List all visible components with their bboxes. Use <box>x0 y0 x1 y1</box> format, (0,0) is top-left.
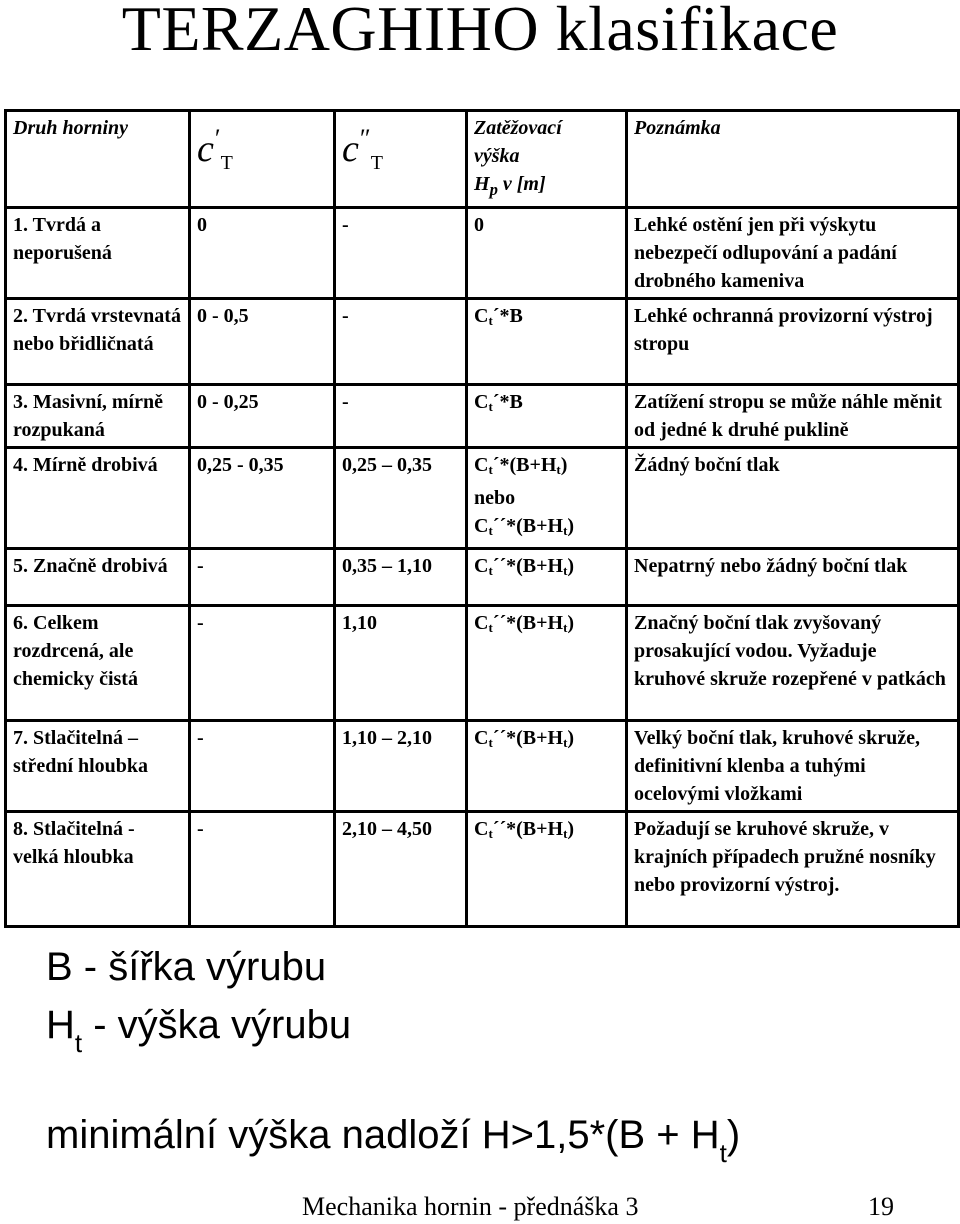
cell-zatezovaci-vyska: $C_t´*(B+H_t)$ nebo $C_t´´*(B+H_t)$ <box>467 448 627 549</box>
cell-c-t-prime: 0 <box>190 208 335 299</box>
slide-title: TERZAGHIHO klasifikace <box>121 0 839 64</box>
cell-c-t-double-prime: 2,10 – 4,50 <box>335 812 467 927</box>
cell-poznamka: Velký boční tlak, kruhové skruže, definitivní klenba a tuhými ocelovými vložkami <box>627 721 959 812</box>
table-row <box>6 299 959 385</box>
cell-zatezovaci-vyska: $C_t´´*(B+H_t)$ <box>467 549 627 606</box>
header-zatezovaci-vyska: Zatěžovací výška $H_p$ v [m] <box>467 111 627 208</box>
cell-druh-horniny: 8. Stlačitelná - velká hloubka <box>6 812 190 927</box>
cell-c-t-double-prime: 0,35 – 1,10 <box>335 549 467 606</box>
cell-druh-horniny: 2. Tvrdá vrstevnatá nebo břidličnatá <box>6 299 190 385</box>
cell-druh-horniny: 4. Mírně drobivá <box>6 448 190 549</box>
cell-poznamka: Žádný boční tlak <box>627 448 959 549</box>
header-poznamka: Poznámka <box>627 111 959 208</box>
cell-zatezovaci-vyska: $C_t´´*(B+H_t)$ <box>467 606 627 721</box>
legend-ht: $H_t$ - výška výrubu <box>46 1003 352 1058</box>
cell-c-t-prime: - <box>190 549 335 606</box>
cell-poznamka: Požadují se kruhové skruže, v krajních případech pružné nosníky nebo provizorní výstroj. <box>627 812 959 927</box>
cell-c-t-prime: - <box>190 721 335 812</box>
cell-druh-horniny: 6. Celkem rozdrcená, ale chemicky čistá <box>6 606 190 721</box>
table-row <box>6 448 959 549</box>
cell-druh-horniny: 5. Značně drobivá <box>6 549 190 606</box>
table-row <box>6 385 959 448</box>
cell-zatezovaci-vyska: 0 <box>467 208 627 299</box>
header-c-t-double-prime: $c''_T$ <box>335 111 467 208</box>
cell-c-t-prime: 0 - 0,5 <box>190 299 335 385</box>
cell-poznamka: Lehké ostění jen při výskytu nebezpečí odlupování a padání drobného kameniva <box>627 208 959 299</box>
table-row <box>6 208 959 299</box>
table-row <box>6 721 959 812</box>
cell-druh-horniny: 3. Masivní, mírně rozpukaná <box>6 385 190 448</box>
cell-zatezovaci-vyska: $C_t´*B$ <box>467 299 627 385</box>
terzaghi-table <box>4 109 960 928</box>
legend-min-nadlozi: minimální výška nadloží $H>1,5*(B + H_t)$ <box>46 1113 741 1168</box>
footer-course: Mechanika hornin - přednáška 3 <box>302 1192 639 1221</box>
cell-c-t-double-prime: - <box>335 208 467 299</box>
cell-c-t-prime: - <box>190 812 335 927</box>
table-row <box>6 549 959 606</box>
cell-druh-horniny: 1. Tvrdá a neporušená <box>6 208 190 299</box>
footer-page-number: 19 <box>868 1192 894 1221</box>
cell-c-t-prime: 0,25 - 0,35 <box>190 448 335 549</box>
cell-c-t-double-prime: 0,25 – 0,35 <box>335 448 467 549</box>
table-row <box>6 606 959 721</box>
cell-c-t-double-prime: 1,10 – 2,10 <box>335 721 467 812</box>
cell-zatezovaci-vyska: $C_t´´*(B+H_t)$ <box>467 721 627 812</box>
cell-c-t-prime: - <box>190 606 335 721</box>
header-druh-horniny: Druh horniny <box>6 111 190 208</box>
cell-druh-horniny: 7. Stlačitelná – střední hloubka <box>6 721 190 812</box>
cell-poznamka: Lehké ochranná provizorní výstroj stropu <box>627 299 959 385</box>
table-row <box>6 812 959 927</box>
cell-zatezovaci-vyska: $C_t´*B$ <box>467 385 627 448</box>
table-header-row <box>6 111 959 208</box>
legend-b: B - šířka výrubu <box>46 945 327 989</box>
cell-c-t-double-prime: - <box>335 299 467 385</box>
cell-c-t-prime: 0 - 0,25 <box>190 385 335 448</box>
cell-c-t-double-prime: 1,10 <box>335 606 467 721</box>
cell-poznamka: Zatížení stropu se může náhle měnit od jedné k druhé puklině <box>627 385 959 448</box>
cell-zatezovaci-vyska: $C_t´´*(B+H_t)$ <box>467 812 627 927</box>
cell-c-t-double-prime: - <box>335 385 467 448</box>
cell-poznamka: Nepatrný nebo žádný boční tlak <box>627 549 959 606</box>
header-c-t-prime: $c'_T$ <box>190 111 335 208</box>
cell-poznamka: Značný boční tlak zvyšovaný prosakující vodou. Vyžaduje kruhové skruže rozepřené v patkách <box>627 606 959 721</box>
